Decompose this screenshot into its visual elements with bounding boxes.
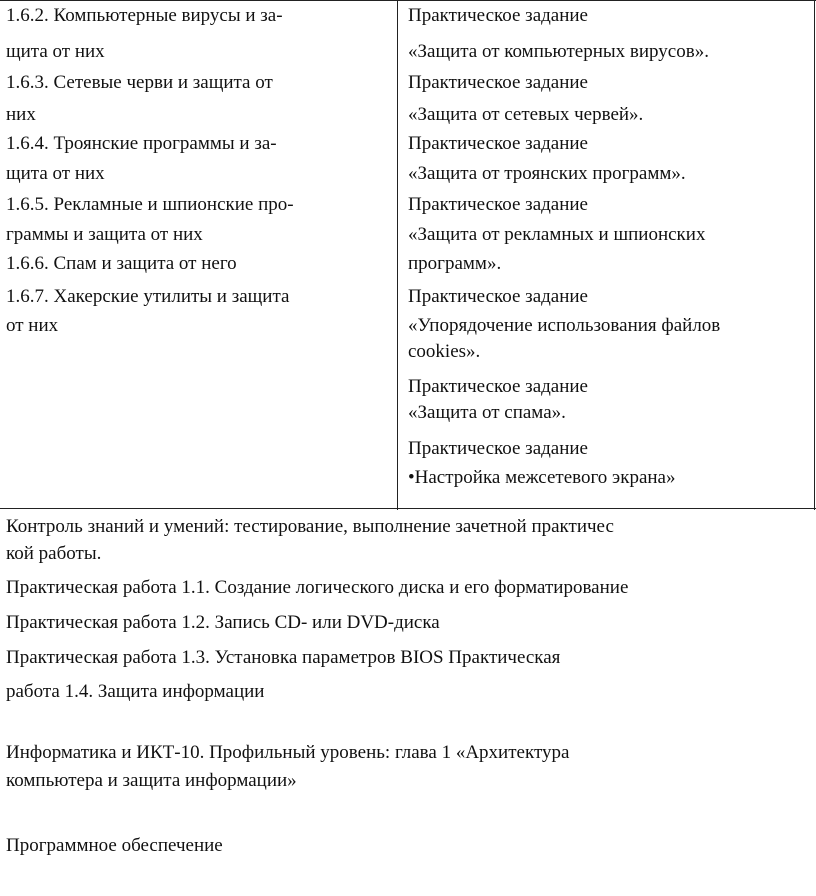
- topic-line: 1.6.7. Хакерские утилиты и защита: [6, 286, 290, 307]
- task-line: Практическое задание: [408, 438, 588, 459]
- topic-line: щита от них: [6, 41, 105, 62]
- topic-line: 1.6.5. Рекламные и шпионские про-: [6, 194, 294, 215]
- task-line: «Защита от спама».: [408, 402, 566, 423]
- topic-line: них: [6, 104, 36, 125]
- control-text: Контроль знаний и умений: тестирование, выполнение зачетной практичес: [6, 516, 614, 537]
- topic-line: 1.6.2. Компьютерные вирусы и за-: [6, 5, 283, 26]
- topic-line: щита от них: [6, 163, 105, 184]
- topic-line: граммы и защита от них: [6, 224, 203, 245]
- task-line: Практическое задание: [408, 286, 588, 307]
- topic-line: от них: [6, 315, 59, 336]
- practical-work-2: Практическая работа 1.2. Запись CD- или DVD-диска: [6, 612, 440, 633]
- task-line: «Защита от троянских программ».: [408, 163, 686, 184]
- task-line: Практическое задание: [408, 72, 588, 93]
- textbook-ref-cont: компьютера и защита информации»: [6, 770, 297, 791]
- column-divider: [397, 1, 398, 510]
- textbook-ref: Информатика и ИКТ-10. Профильный уровень: глава 1 «Архитектура: [6, 742, 570, 763]
- software-heading: Программное обеспечение: [6, 835, 223, 856]
- task-line: •Настройка межсетевого экрана»: [408, 467, 676, 488]
- practical-work-1: Практическая работа 1.1. Создание логического диска и его форматирование: [6, 577, 629, 598]
- topic-line: 1.6.6. Спам и защита от него: [6, 253, 237, 274]
- task-line: «Упорядочение использования файлов: [408, 315, 721, 336]
- task-line: Практическое задание: [408, 5, 588, 26]
- task-line: программ».: [408, 253, 502, 274]
- right-border: [814, 1, 815, 510]
- task-line: «Защита от компьютерных вирусов».: [408, 41, 709, 62]
- practical-work-4: работа 1.4. Защита информации: [6, 681, 265, 702]
- topic-line: 1.6.3. Сетевые черви и защита от: [6, 72, 273, 93]
- practical-work-3: Практическая работа 1.3. Установка параметров BIOS Практическая: [6, 647, 561, 668]
- task-line: «Защита от сетевых червей».: [408, 104, 644, 125]
- task-line: Практическое задание: [408, 376, 588, 397]
- topic-line: 1.6.4. Троянские программы и за-: [6, 133, 277, 154]
- task-line: cookies».: [408, 341, 481, 362]
- control-text-cont: кой работы.: [6, 543, 102, 564]
- task-line: Практическое задание: [408, 133, 588, 154]
- task-line: «Защита от рекламных и шпионских: [408, 224, 706, 245]
- task-line: Практическое задание: [408, 194, 588, 215]
